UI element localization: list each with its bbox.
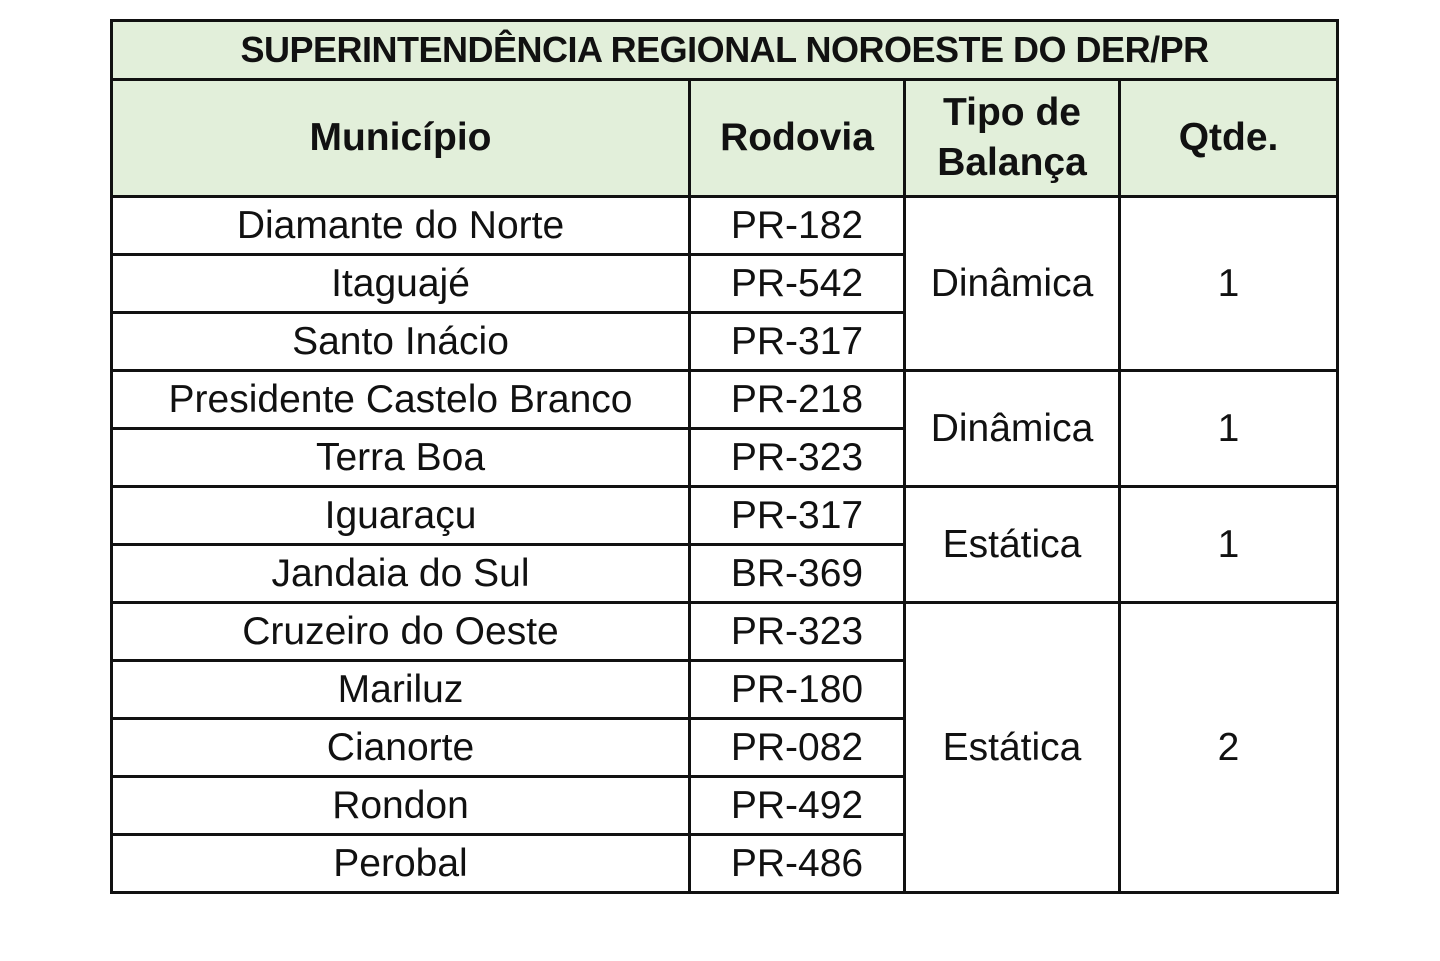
municipio-cell: Mariluz bbox=[112, 661, 690, 719]
tipo-balanca-cell: Dinâmica bbox=[905, 197, 1120, 371]
municipio-cell: Rondon bbox=[112, 777, 690, 835]
qtde-cell: 1 bbox=[1120, 197, 1338, 371]
municipio-cell: Itaguajé bbox=[112, 255, 690, 313]
tipo-balanca-cell: Estática bbox=[905, 603, 1120, 893]
header-qtde: Qtde. bbox=[1120, 80, 1338, 197]
rodovia-cell: BR-369 bbox=[690, 545, 905, 603]
municipio-cell: Cianorte bbox=[112, 719, 690, 777]
header-tipo-balanca bbox=[905, 80, 1120, 197]
header-rodovia: Rodovia bbox=[690, 80, 905, 197]
table-row bbox=[112, 487, 1338, 545]
rodovia-cell: PR-218 bbox=[690, 371, 905, 429]
municipio-cell: Terra Boa bbox=[112, 429, 690, 487]
rodovia-cell: PR-492 bbox=[690, 777, 905, 835]
rodovia-cell: PR-317 bbox=[690, 313, 905, 371]
rodovia-cell: PR-486 bbox=[690, 835, 905, 893]
qtde-cell: 2 bbox=[1120, 603, 1338, 893]
table-row bbox=[112, 197, 1338, 255]
qtde-cell: 1 bbox=[1120, 371, 1338, 487]
municipio-cell: Cruzeiro do Oeste bbox=[112, 603, 690, 661]
rodovia-cell: PR-317 bbox=[690, 487, 905, 545]
rodovia-cell: PR-082 bbox=[690, 719, 905, 777]
municipio-cell: Presidente Castelo Branco bbox=[112, 371, 690, 429]
table-row bbox=[112, 371, 1338, 429]
rodovia-cell: PR-182 bbox=[690, 197, 905, 255]
rodovia-cell: PR-323 bbox=[690, 603, 905, 661]
table-title: SUPERINTENDÊNCIA REGIONAL NOROESTE DO DER/PR bbox=[112, 21, 1338, 80]
municipio-cell: Perobal bbox=[112, 835, 690, 893]
balancas-table bbox=[110, 19, 1339, 894]
municipio-cell: Santo Inácio bbox=[112, 313, 690, 371]
header-municipio: Município bbox=[112, 80, 690, 197]
rodovia-cell: PR-323 bbox=[690, 429, 905, 487]
rodovia-cell: PR-180 bbox=[690, 661, 905, 719]
tipo-balanca-cell: Dinâmica bbox=[905, 371, 1120, 487]
municipio-cell: Iguaraçu bbox=[112, 487, 690, 545]
table-row bbox=[112, 603, 1338, 661]
header-tipo-line1: Tipo de bbox=[943, 91, 1081, 134]
municipio-cell: Jandaia do Sul bbox=[112, 545, 690, 603]
qtde-cell: 1 bbox=[1120, 487, 1338, 603]
municipio-cell: Diamante do Norte bbox=[112, 197, 690, 255]
tipo-balanca-cell: Estática bbox=[905, 487, 1120, 603]
rodovia-cell: PR-542 bbox=[690, 255, 905, 313]
header-tipo-line2: Balança bbox=[937, 141, 1087, 184]
